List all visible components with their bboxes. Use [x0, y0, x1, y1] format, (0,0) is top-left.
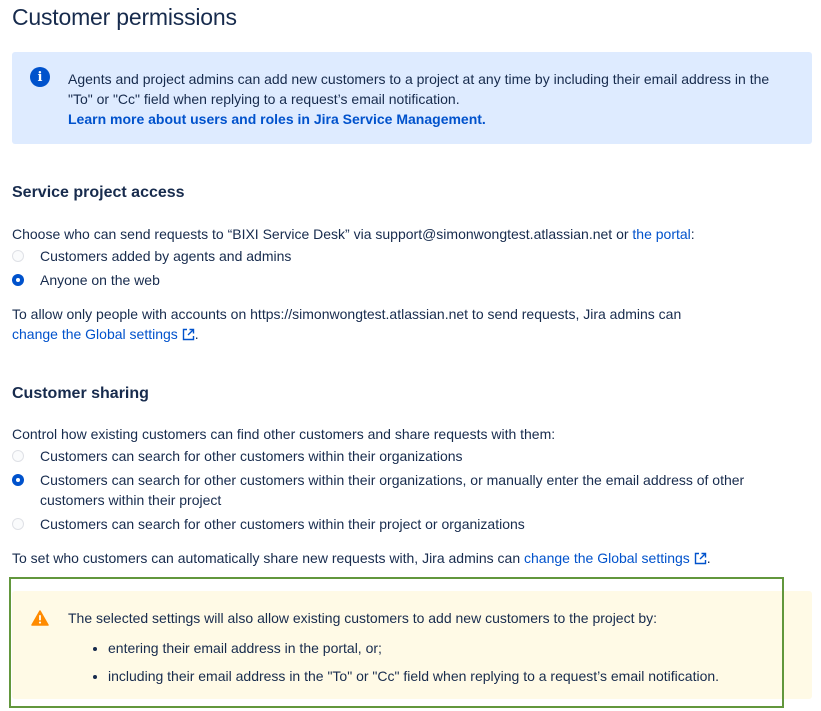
customer-sharing-heading: Customer sharing [12, 385, 149, 402]
service-access-note [12, 304, 792, 344]
access-option-agents-admins[interactable] [12, 246, 291, 266]
info-icon: i [30, 67, 50, 87]
access-radio-anyone[interactable] [12, 274, 24, 286]
global-settings-link-access[interactable] [12, 326, 195, 342]
access-radio-agents-admins[interactable] [12, 250, 24, 262]
warning-list [68, 638, 719, 694]
service-access-heading: Service project access [12, 184, 185, 201]
customer-sharing-prompt: Control how existing customers can find other customers and share requests with them: [12, 426, 556, 442]
customer-sharing-note-text: To set who customers can automatically share new requests with, Jira admins can [12, 550, 525, 566]
sharing-option-organizations-or-email[interactable] [12, 470, 792, 510]
sharing-radio-organizations-or-email[interactable] [12, 474, 24, 486]
service-access-prompt-suffix: : [690, 226, 695, 242]
warning-text: The selected settings will also allow existing customers to add new customers to the project by: [68, 610, 658, 626]
info-message: Agents and project admins can add new customers to a project at any time by including their email address in the "To" or "Cc" field when replying to a request’s email notification. [68, 71, 770, 107]
access-option-label[interactable]: Customers added by agents and admins [40, 248, 292, 264]
access-option-label[interactable]: Anyone on the web [40, 272, 160, 288]
service-access-prompt-text: Choose who can send requests to “BIXI Service Desk” via support@simonwongtest.atlassian.net or [12, 226, 633, 242]
sharing-radio-organizations[interactable] [12, 450, 24, 462]
info-text [68, 69, 788, 129]
service-access-prompt [12, 224, 695, 244]
service-access-note-text: To allow only people with accounts on https://simonwongtest.atlassian.net to send requests, Jira admins can [12, 306, 682, 322]
sharing-option-project-or-organizations[interactable] [12, 514, 525, 534]
warning-icon [31, 610, 49, 626]
global-settings-link-sharing[interactable] [524, 550, 707, 566]
sharing-radio-project-or-organizations[interactable] [12, 518, 24, 530]
access-option-anyone[interactable] [12, 270, 160, 290]
global-settings-link-text[interactable]: change the Global settings [524, 550, 690, 566]
page-title: Customer permissions [12, 4, 237, 30]
list-item: • including their email address in the "To" or "Cc" field when replying to a request’s email notification. [108, 666, 719, 686]
global-settings-link-text[interactable]: change the Global settings [12, 326, 178, 342]
customer-sharing-note [12, 548, 711, 568]
external-link-icon [694, 552, 707, 565]
service-access-note-end: . [194, 326, 199, 342]
sharing-option-label[interactable]: Customers can search for other customers within their project or organizations [40, 516, 525, 532]
portal-link[interactable]: the portal [632, 226, 691, 242]
sharing-option-label[interactable]: Customers can search for other customers within their organizations [40, 448, 463, 464]
learn-more-link[interactable]: Learn more about users and roles in Jira Service Management. [68, 111, 486, 127]
sharing-option-organizations[interactable] [12, 446, 463, 466]
customer-sharing-note-end: . [706, 550, 711, 566]
sharing-option-label[interactable]: Customers can search for other customers within their organizations, or manually enter the email address of other customers within their project [40, 472, 745, 508]
external-link-icon [182, 328, 195, 341]
info-panel [12, 52, 812, 144]
list-item: • entering their email address in the portal, or; [108, 638, 719, 658]
